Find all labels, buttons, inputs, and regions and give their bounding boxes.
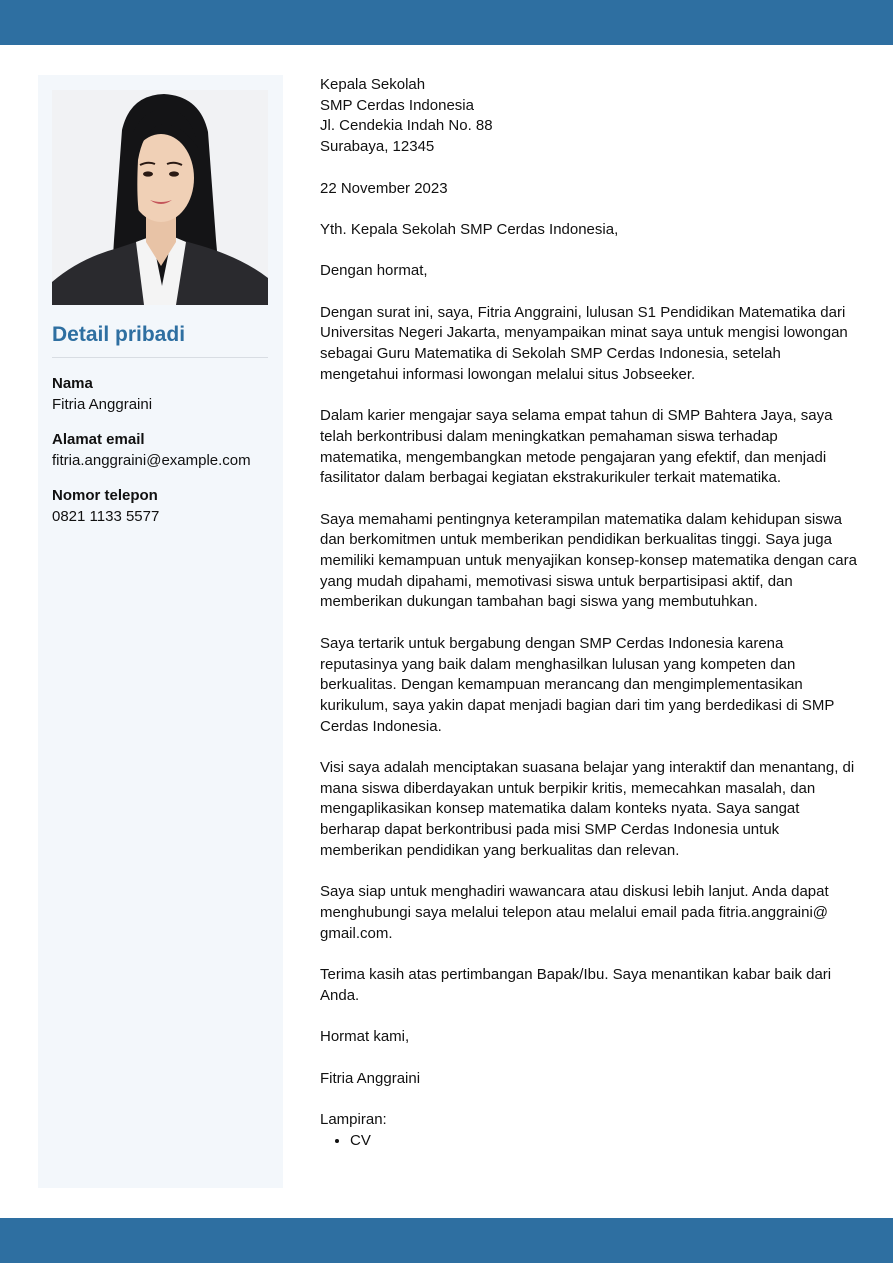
detail-value: fitria.anggraini@example.com [52,452,251,469]
attachments-label: Lampiran: [320,1110,387,1128]
portrait-image [52,90,268,305]
letter-greeting: Dengan hormat, [320,262,428,280]
letter-paragraph: Terima kasih atas pertimbangan Bapak/Ibu. Saya menantikan kabar baik dari Anda. [320,966,832,1004]
letter-paragraph: Saya tertarik untuk bergabung dengan SMP Cerdas Indonesia karena reputasinya yang baik dalam menghasilkan lulusan yang kompeten dan berkualitas. Dengan kemampuan merancang dan mengimplementasikan kurikulum, saya yakin dapat menjadi bagian dari tim yang berdedikasi di SMP Cerdas Indonesia. [320,634,835,735]
letter-paragraph: Saya memahami pentingnya keterampilan matematika dalam kehidupan siswa dan berkomitmen untuk memberikan pendidikan berkualitas tinggi. Saya juga memiliki kemampuan untuk menyajikan konsep-konsep matematika dengan cara yang mudah dipahami, memotivasi siswa untuk berpartisipasi aktif, dan memberikan dukungan tambahan bagi siswa yang membutuhkan. [320,510,857,611]
address-line: SMP Cerdas Indonesia [320,96,474,114]
address-line: Jl. Cendekia Indah No. 88 [320,117,493,135]
recipient-address [320,75,860,158]
personal-details-heading: Detail pribadi [52,323,186,346]
detail-label: Alamat email [52,431,145,448]
heading-divider [52,357,268,358]
letter-signature: Fitria Anggraini [320,1069,421,1087]
detail-label: Nama [52,375,93,392]
address-line: Kepala Sekolah [320,76,426,93]
footer-bar [0,1218,893,1263]
address-line: Surabaya, 12345 [320,138,435,156]
letter-body [320,75,860,1151]
letter-paragraph: Dalam karier mengajar saya selama empat tahun di SMP Bahtera Jaya, saya telah berkontribusi dalam meningkatkan pemahaman siswa terhadap matematika, mengembangkan metode pengajaran yang efektif, dan menjadi fasilitator dalam berbagai kegiatan ekstrakurikuler terkait matematika. [320,407,833,487]
sidebar [38,75,283,1188]
detail-value: 0821 1133 5577 [52,508,160,525]
detail-email [52,429,272,471]
header-bar [0,0,893,45]
detail-value: Fitria Anggraini [52,396,153,413]
letter-paragraph: Visi saya adalah menciptakan suasana belajar yang interaktif dan menantang, di mana siswa diberdayakan untuk berpikir kritis, memecahkan masalah, dan mengaplikasikan konsep matematika dalam konteks nyata. Saya sangat berharap dapat berkontribusi pada misi SMP Cerdas Indonesia untuk memberikan pendidikan yang berkualitas dan relevan. [320,759,855,859]
profile-photo [52,90,268,305]
detail-label: Nomor telepon [52,487,158,504]
attachment-item: • CV [350,1131,860,1152]
letter-paragraph: Dengan surat ini, saya, Fitria Anggraini, lulusan S1 Pendidikan Matematika dari Universitas Negeri Jakarta, menyampaikan minat saya untuk mengisi lowongan sebagai Guru Matematika di Sekolah SMP Cerdas Indonesia, setelah mengetahui informasi lowongan melalui situs Jobseeker. [320,303,848,383]
attachments-list [320,1131,860,1152]
detail-phone [52,485,272,527]
letter-paragraph: Saya siap untuk menghadiri wawancara atau diskusi lebih lanjut. Anda dapat menghubungi saya melalui telepon atau melalui email pada fitria.anggraini@ gmail.com. [320,883,829,942]
letter-closing: Hormat kami, [320,1028,410,1046]
letter-recipient: Yth. Kepala Sekolah SMP Cerdas Indonesia, [320,220,619,238]
detail-name [52,373,272,415]
letter-date: 22 November 2023 [320,179,448,197]
